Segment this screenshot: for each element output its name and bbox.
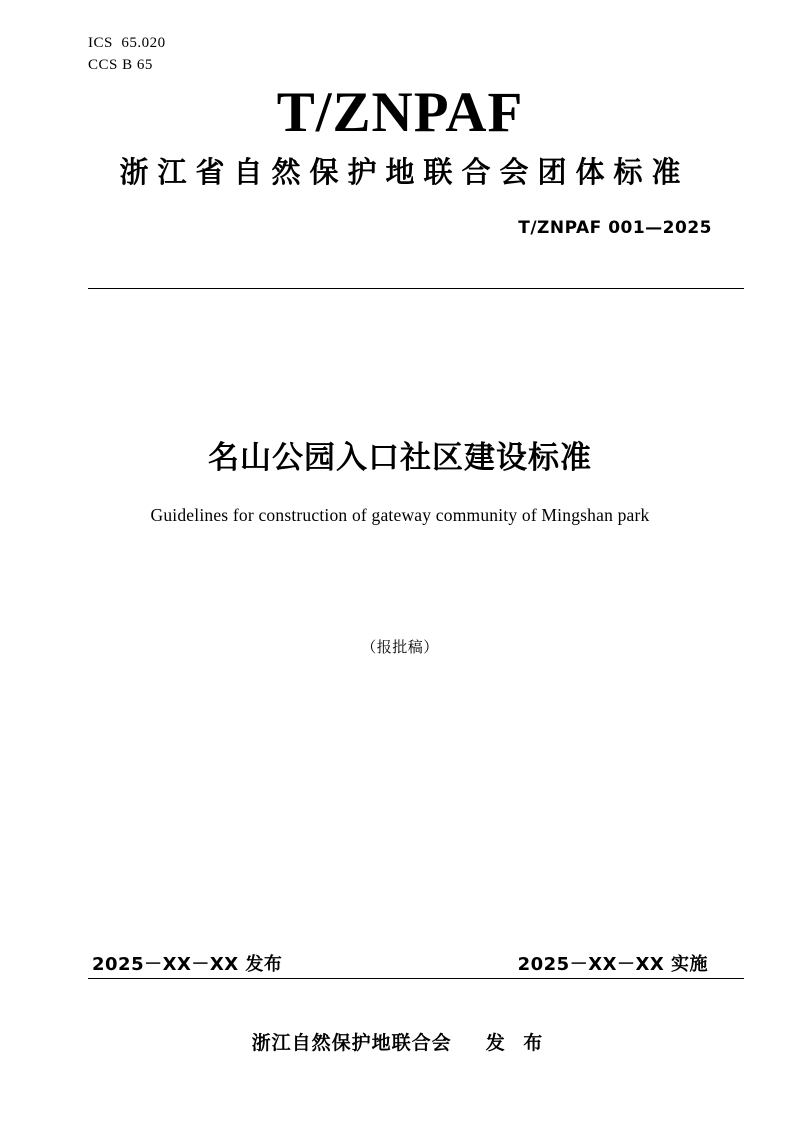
- issue-date: 2025－XX－XX 发布: [92, 954, 283, 975]
- standard-number: T/ZNPAF 001—2025: [518, 218, 712, 238]
- footer-divider: [88, 978, 744, 979]
- document-title-chinese: 名山公园入口社区建设标准: [208, 440, 592, 476]
- publish-verb: 发 布: [485, 1032, 549, 1054]
- header-divider: [88, 288, 744, 289]
- effective-date: 2025－XX－XX 实施: [517, 954, 708, 975]
- document-title-english: Guidelines for construction of gateway community of Mingshan park: [150, 505, 650, 525]
- document-stage-label: （报批稿）: [361, 638, 439, 656]
- standard-mark: T/ZNPAF: [276, 81, 524, 144]
- classification-block: [88, 32, 166, 76]
- ccs-code: CCS B 65: [88, 57, 153, 73]
- publisher-line: [0, 1028, 800, 1055]
- issuing-organization-title: 浙江省自然保护地联合会团体标准: [119, 155, 690, 189]
- publisher-name: 浙江自然保护地联合会: [251, 1032, 452, 1054]
- ics-code: ICS 65.020: [88, 35, 166, 51]
